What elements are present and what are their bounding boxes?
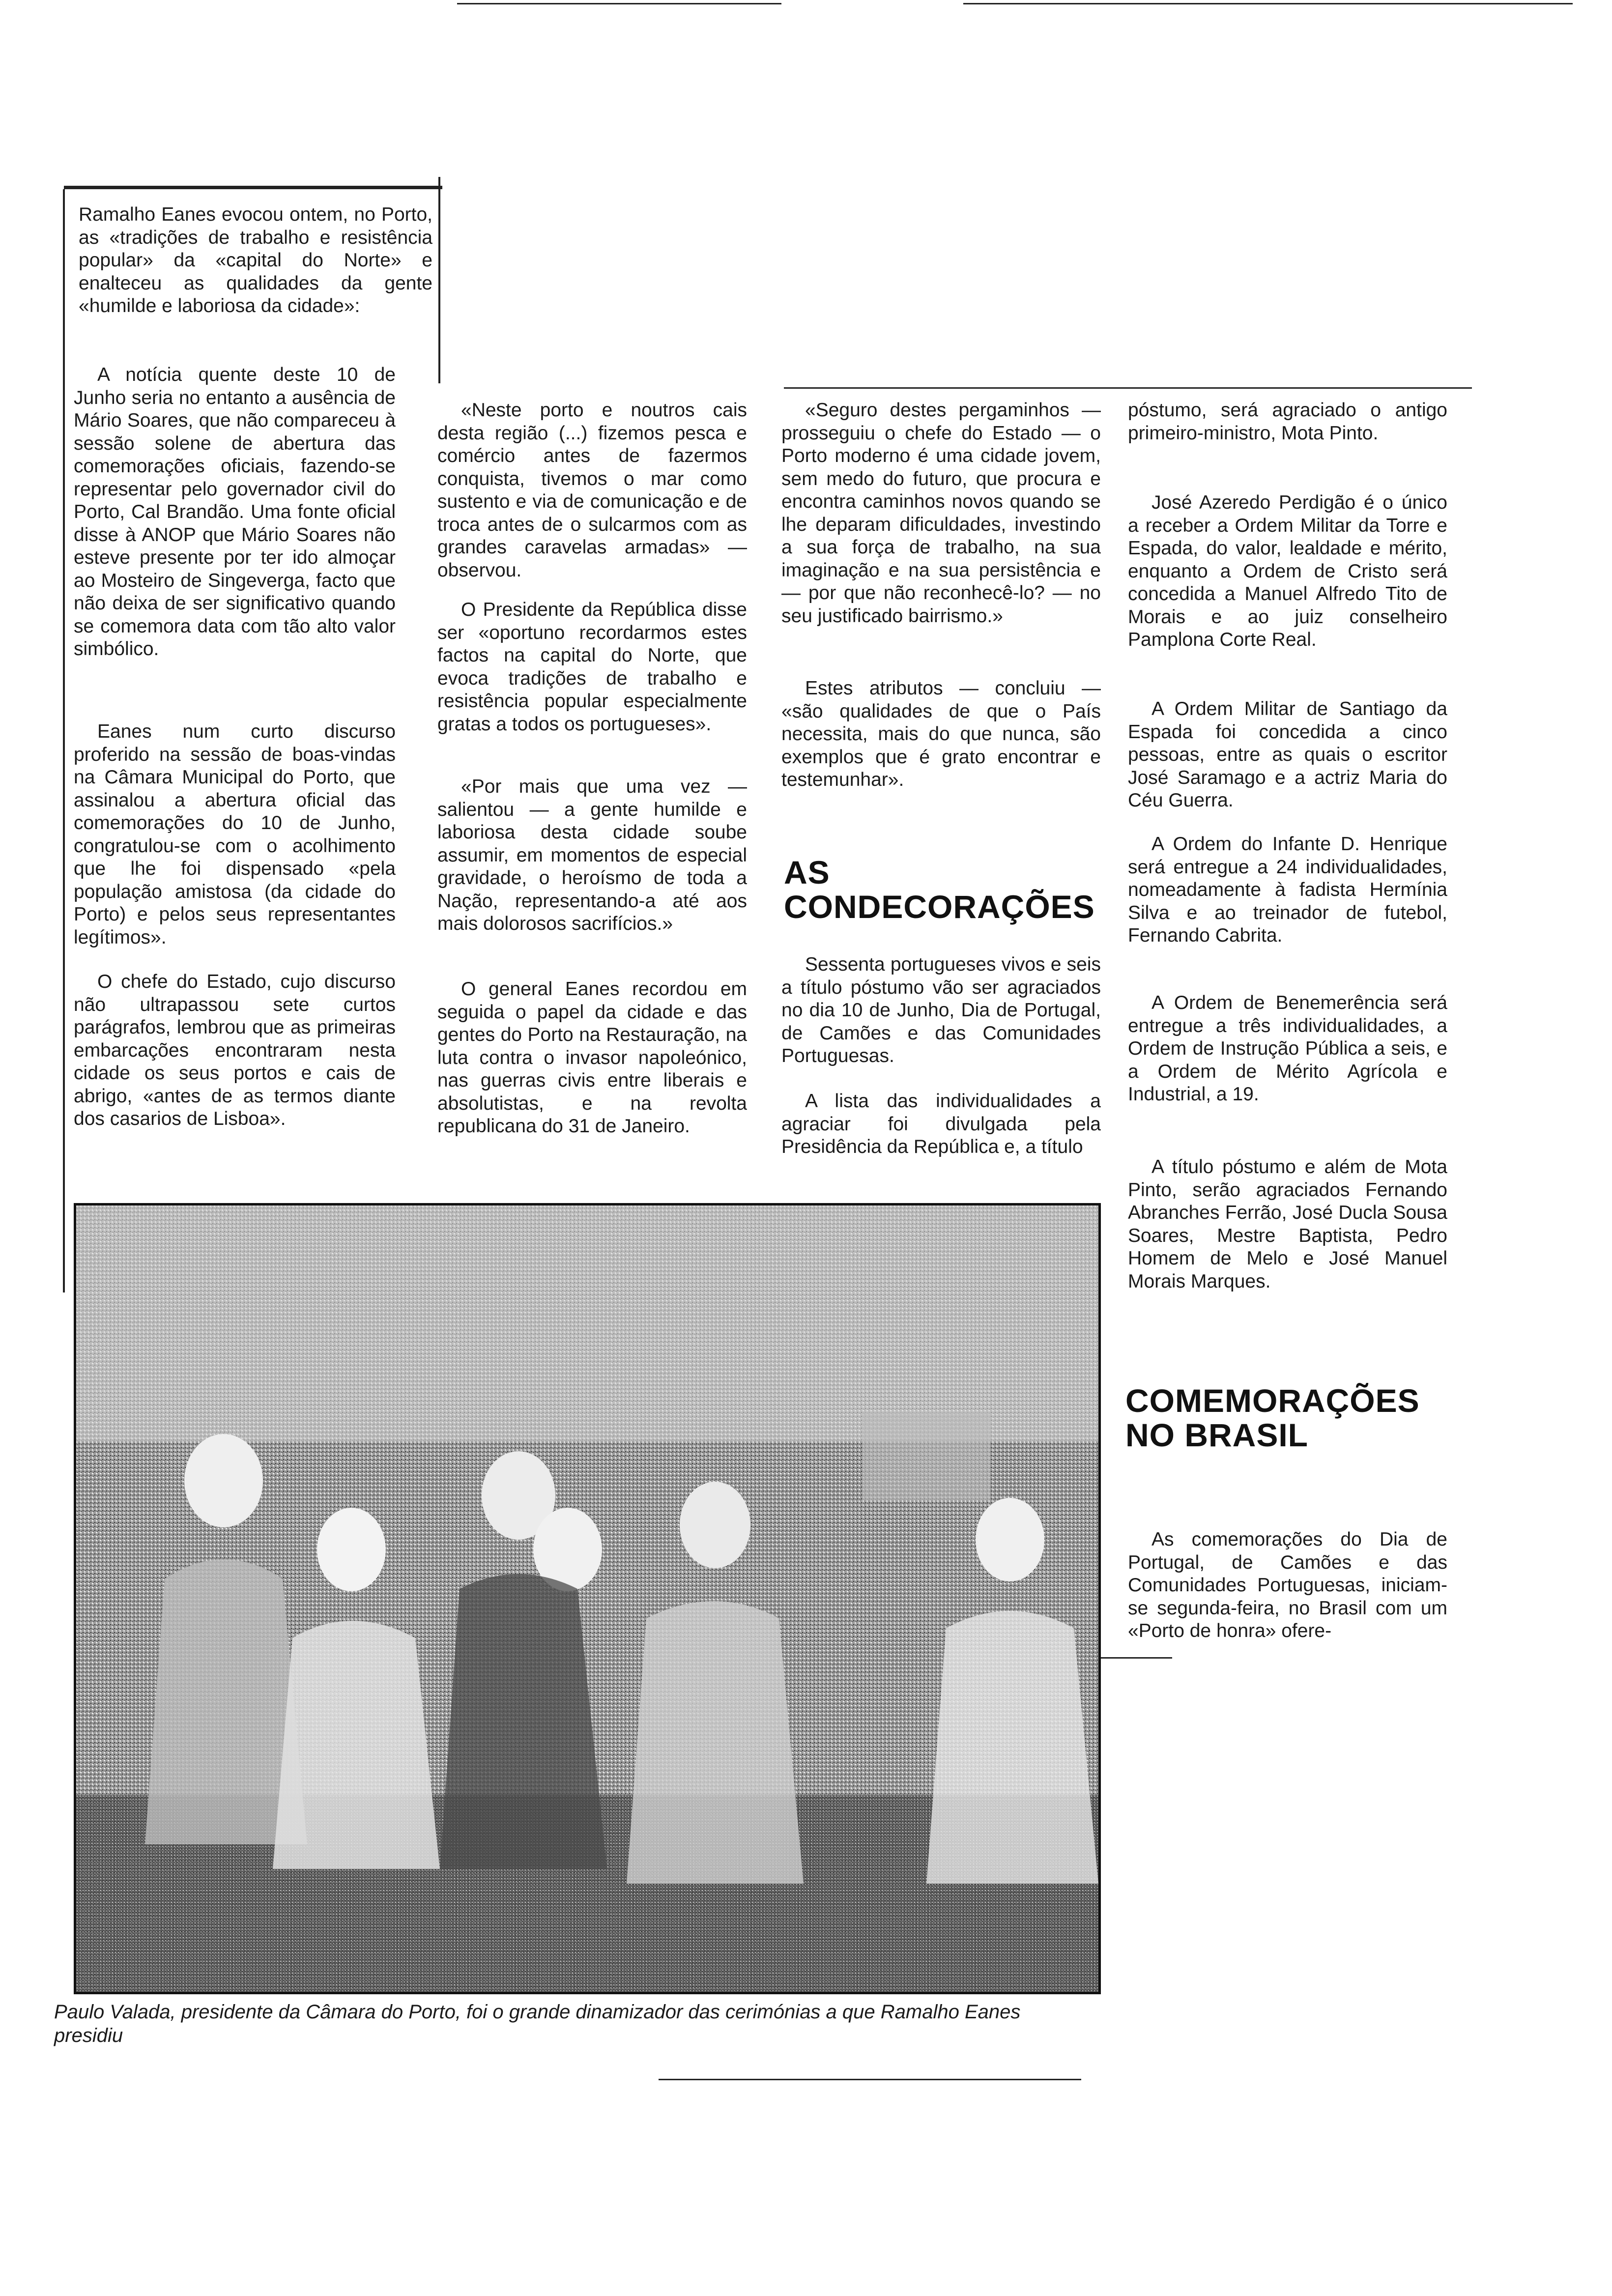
- col1-para-3: O chefe do Estado, cujo discurso não ultrapassou sete curtos parágrafos, lembrou que as primeiras embarcações encontraram nesta cidade os seus portos e cais de abrigo, «antes de as termos diante dos casarios de Lisboa».: [74, 971, 396, 1129]
- intro-box-right-rule: [438, 177, 440, 383]
- col1-para-2: Eanes num curto discurso proferido na sessão de boas-vindas na Câmara Municipal do Porto, que assinalou a abertura oficial das comemorações do 10 de Junho, congratulou-se com o acolhimento que lhe foi dispensado «pela população amistosa (da cidade do Porto) e pelos seus representantes legítimos».: [74, 721, 396, 948]
- col2-para-2: O Presidente da República disse ser «oportuno recordarmos estes factos na capital do Norte, que evoca tradições de trabalho e resistência popular especialmente gratas a todos os portugueses».: [437, 599, 747, 735]
- heading-comemoracoes-no-brasil: COMEMORAÇÕES NO BRASIL: [1125, 1382, 1420, 1453]
- col3-top-rule: [784, 387, 1472, 389]
- intro-box-top-rule: [64, 186, 442, 189]
- col4-para-7: As comemorações do Dia de Portugal, de Camões e das Comunidades Portuguesas, iniciam-se segunda-feira, no Brasil com um «Porto de honra» ofere-: [1128, 1529, 1447, 1641]
- col3-para-3: Sessenta portugueses vivos e seis a título póstumo vão ser agraciados no dia 10 de Junho, Dia de Portugal, de Camões e das Comunidades Portuguesas.: [781, 954, 1101, 1066]
- heading-condecoracoes: AS CONDECORAÇÕES: [784, 854, 1095, 925]
- intro-box-left-rule: [63, 189, 65, 1292]
- col4-para-4: A Ordem do Infante D. Henrique será entregue a 24 individualidades, nomeadamente à fadista Hermínia Silva e ao treinador de futebol, Fernando Cabrita.: [1128, 833, 1447, 946]
- col3-para-4: A lista das individualidades a agraciar foi divulgada pela Presidência da República e, a título: [781, 1091, 1101, 1157]
- col2-para-4: O general Eanes recordou em seguida o papel da cidade e das gentes do Porto na Restauração, na luta contra o invasor napoleónico, nas guerras civis entre liberais e absolutistas, e na revolta republicana do 31 de Janeiro.: [437, 978, 747, 1137]
- col4-para-5: A Ordem de Benemerência será entregue a três individualidades, a Ordem de Instrução Pública a seis, e a Ordem de Mérito Agrícola e Industrial, a 19.: [1128, 992, 1447, 1105]
- col4-para-1: póstumo, será agraciado o antigo primeiro-ministro, Mota Pinto.: [1128, 400, 1447, 444]
- photo-crowd-illustration: [76, 1205, 1098, 1992]
- col4-para-3: A Ordem Militar de Santiago da Espada foi concedida a cinco pessoas, entre as quais o escritor José Saramago e a actriz Maria do Céu Guerra.: [1128, 698, 1447, 811]
- col3-para-2: Estes atributos — concluiu — «são qualidades de que o País necessita, mais do que nunca, são exemplos que é grato encontrar e testemunhar».: [781, 678, 1101, 790]
- col4-para-2: José Azeredo Perdigão é o único a receber a Ordem Militar da Torre e Espada, do valor, lealdade e mérito, enquanto a Ordem de Cristo será concedida a Manuel Alfredo Tito de Morais e ao juiz conselheiro Pamplona Corte Real.: [1128, 492, 1447, 650]
- bottom-rule: [659, 2079, 1081, 2080]
- top-rule-right: [963, 3, 1573, 4]
- col2-para-3: «Por mais que uma vez — salientou — a gente humilde e laboriosa desta cidade soube assumir, em momentos de especial gravidade, o heroísmo de toda a Nação, representando-a até aos mais dolorosos sacrifícios.»: [437, 776, 747, 934]
- col4-para-6: A título póstumo e além de Mota Pinto, serão agraciados Fernando Abranches Ferrão, José Ducla Sousa Soares, Mestre Baptista, Pedro Homem de Melo e José Manuel Morais Marques.: [1128, 1156, 1447, 1292]
- intro-paragraph: Ramalho Eanes evocou ontem, no Porto, as «tradições de trabalho e resistência popular» da «capital do Norte» e enalteceu as qualidades da gente «humilde e laboriosa da cidade»:: [79, 204, 432, 316]
- col3-para-1: «Seguro destes pergaminhos — prosseguiu o chefe do Estado — o Porto moderno é uma cidade jovem, sem medo do futuro, que procura e encontra caminhos novos quando se lhe deparam dificuldades, investindo a sua força de trabalho, na sua imaginação e na sua persistência e — por que não reconhecê-lo? — no seu justificado bairrismo.»: [781, 400, 1101, 627]
- photo-caption: Paulo Valada, presidente da Câmara do Porto, foi o grande dinamizador das cerimónias a que Ramalho Eanes presidiu: [54, 2001, 1021, 2046]
- col4-bottom-rule: [1089, 1657, 1172, 1659]
- col2-para-1: «Neste porto e noutros cais desta região (...) fizemos pesca e comércio antes de fazermos conquista, tivemos o mar como sustento e via de comunicação e de troca antes de o sulcarmos com as grandes caravelas armadas» — observou.: [437, 400, 747, 581]
- news-photo: [74, 1203, 1101, 1994]
- col1-para-1: A notícia quente deste 10 de Junho seria no entanto a ausência de Mário Soares, que não compareceu à sessão solene de abertura das comemorações oficiais, fazendo-se representar pelo governador civil do Porto, Cal Brandão. Uma fonte oficial disse à ANOP que Mário Soares não esteve presente por ter ido almoçar ao Mosteiro de Singeverga, facto que não deixa de ser significativo quando se comemora data com tão alto valor simbólico.: [74, 364, 396, 660]
- top-rule-left: [457, 3, 781, 4]
